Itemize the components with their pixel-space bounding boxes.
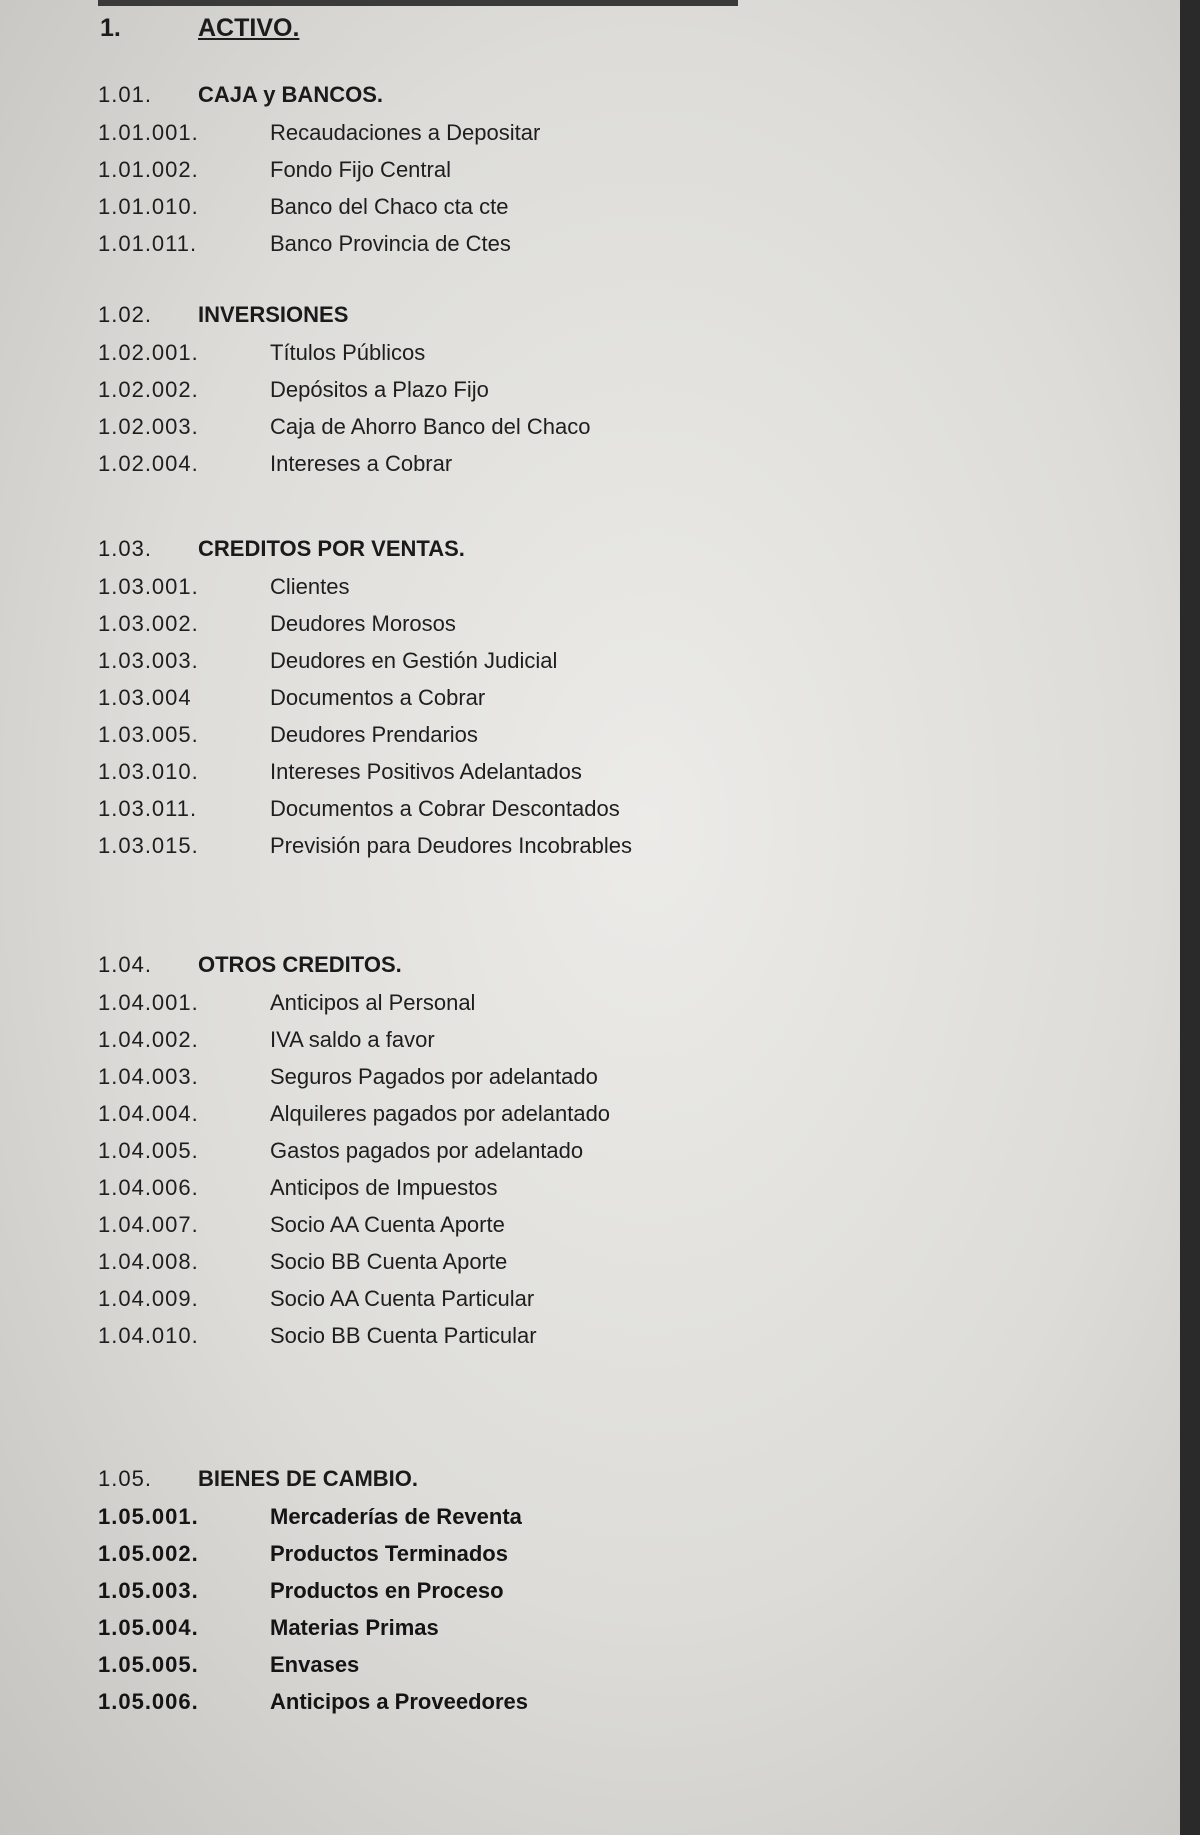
section-code: 1.01. [98, 82, 152, 107]
account-code: 1.03.003. [98, 648, 199, 673]
account-name: Materias Primas [270, 1615, 439, 1640]
account-code: 1.03.010. [98, 759, 199, 784]
chapter-title: ACTIVO. [198, 14, 300, 42]
account-code: 1.02.004. [98, 451, 199, 476]
account-name: Clientes [270, 574, 350, 599]
section-bienes-cambio [98, 1466, 998, 1726]
account-code: 1.05.003. [98, 1578, 199, 1603]
account-row [98, 1175, 998, 1212]
account-name: Anticipos al Personal [270, 990, 476, 1015]
section-title: CREDITOS POR VENTAS. [198, 536, 465, 561]
section-caja-bancos [98, 82, 998, 268]
account-code: 1.04.003. [98, 1064, 199, 1089]
account-row [98, 722, 998, 759]
account-code: 1.01.010. [98, 194, 199, 219]
account-code: 1.03.011. [98, 796, 198, 821]
account-code: 1.04.009. [98, 1286, 199, 1311]
account-row [98, 1249, 998, 1286]
section-otros-creditos [98, 952, 998, 1360]
account-name: Intereses Positivos Adelantados [270, 759, 582, 784]
section-header [98, 302, 998, 340]
account-row [98, 1541, 998, 1578]
account-row [98, 1212, 998, 1249]
account-row [98, 685, 998, 722]
account-row [98, 1652, 998, 1689]
account-name: Socio AA Cuenta Aporte [270, 1212, 505, 1237]
account-code: 1.05.001. [98, 1504, 199, 1529]
chapter-heading [100, 14, 299, 43]
account-code: 1.03.015. [98, 833, 199, 858]
account-code: 1.02.003. [98, 414, 199, 439]
account-name: Intereses a Cobrar [270, 451, 453, 476]
account-row [98, 648, 998, 685]
account-row [98, 377, 998, 414]
account-code: 1.05.005. [98, 1652, 199, 1677]
account-row [98, 1615, 998, 1652]
account-code: 1.01.002. [98, 157, 199, 182]
account-code: 1.03.002. [98, 611, 199, 636]
account-code: 1.04.010. [98, 1323, 199, 1348]
section-title: INVERSIONES [198, 302, 349, 327]
account-code: 1.04.008. [98, 1249, 199, 1274]
account-name: Gastos pagados por adelantado [270, 1138, 584, 1163]
account-row [98, 611, 998, 648]
section-code: 1.03. [98, 536, 152, 561]
account-code: 1.04.007. [98, 1212, 199, 1237]
account-code: 1.04.005. [98, 1138, 199, 1163]
account-name: Socio BB Cuenta Particular [270, 1323, 537, 1348]
account-row [98, 990, 998, 1027]
account-name: Anticipos a Proveedores [270, 1689, 528, 1714]
section-title: BIENES DE CAMBIO. [198, 1466, 419, 1491]
account-code: 1.04.001. [98, 990, 199, 1015]
account-code: 1.03.001. [98, 574, 199, 599]
account-name: Anticipos de Impuestos [270, 1175, 498, 1200]
account-row [98, 451, 998, 488]
account-row [98, 1286, 998, 1323]
account-row [98, 340, 998, 377]
account-code: 1.02.002. [98, 377, 199, 402]
section-header [98, 82, 998, 120]
account-name: Banco del Chaco cta cte [270, 194, 509, 219]
account-row [98, 231, 998, 268]
account-name: IVA saldo a favor [270, 1027, 435, 1052]
account-code: 1.01.011. [98, 231, 198, 256]
account-row [98, 120, 998, 157]
section-title: OTROS CREDITOS. [198, 952, 402, 977]
account-row [98, 1027, 998, 1064]
account-name: Productos en Proceso [270, 1578, 504, 1603]
account-code: 1.04.002. [98, 1027, 199, 1052]
account-name: Documentos a Cobrar [270, 685, 486, 710]
section-code: 1.04. [98, 952, 152, 977]
account-code: 1.05.004. [98, 1615, 199, 1640]
account-code: 1.02.001. [98, 340, 199, 365]
account-name: Depósitos a Plazo Fijo [270, 377, 489, 402]
account-code: 1.05.006. [98, 1689, 199, 1714]
account-name: Alquileres pagados por adelantado [270, 1101, 611, 1126]
chapter-number: 1. [100, 14, 121, 42]
account-name: Envases [270, 1652, 360, 1677]
account-name: Deudores Morosos [270, 611, 456, 636]
account-code: 1.04.006. [98, 1175, 199, 1200]
section-header [98, 1466, 998, 1504]
account-name: Banco Provincia de Ctes [270, 231, 511, 256]
account-code: 1.05.002. [98, 1541, 199, 1566]
account-row [98, 1064, 998, 1101]
account-row [98, 1504, 998, 1541]
account-row [98, 833, 998, 870]
account-name: Productos Terminados [270, 1541, 508, 1566]
account-row [98, 1578, 998, 1615]
account-name: Deudores en Gestión Judicial [270, 648, 558, 673]
section-code: 1.05. [98, 1466, 152, 1491]
section-creditos-ventas [98, 536, 998, 870]
account-name: Documentos a Cobrar Descontados [270, 796, 620, 821]
account-name: Socio AA Cuenta Particular [270, 1286, 535, 1311]
account-code: 1.03.004 [98, 685, 192, 710]
section-code: 1.02. [98, 302, 152, 327]
account-name: Mercaderías de Reventa [270, 1504, 522, 1529]
cropped-header-line [98, 0, 738, 6]
account-name: Títulos Públicos [270, 340, 426, 365]
account-row [98, 574, 998, 611]
account-row [98, 759, 998, 796]
account-row [98, 157, 998, 194]
account-code: 1.01.001. [98, 120, 199, 145]
account-row [98, 1689, 998, 1726]
account-code: 1.04.004. [98, 1101, 199, 1126]
section-header [98, 952, 998, 990]
account-name: Socio BB Cuenta Aporte [270, 1249, 508, 1274]
account-name: Previsión para Deudores Incobrables [270, 833, 632, 858]
account-row [98, 414, 998, 451]
account-code: 1.03.005. [98, 722, 199, 747]
account-row [98, 194, 998, 231]
account-row [98, 796, 998, 833]
account-row [98, 1101, 998, 1138]
account-name: Deudores Prendarios [270, 722, 478, 747]
section-header [98, 536, 998, 574]
section-title: CAJA y BANCOS. [198, 82, 383, 107]
account-row [98, 1138, 998, 1175]
account-name: Fondo Fijo Central [270, 157, 451, 182]
account-name: Seguros Pagados por adelantado [270, 1064, 598, 1089]
section-inversiones [98, 302, 998, 488]
account-name: Recaudaciones a Depositar [270, 120, 541, 145]
account-row [98, 1323, 998, 1360]
account-name: Caja de Ahorro Banco del Chaco [270, 414, 591, 439]
